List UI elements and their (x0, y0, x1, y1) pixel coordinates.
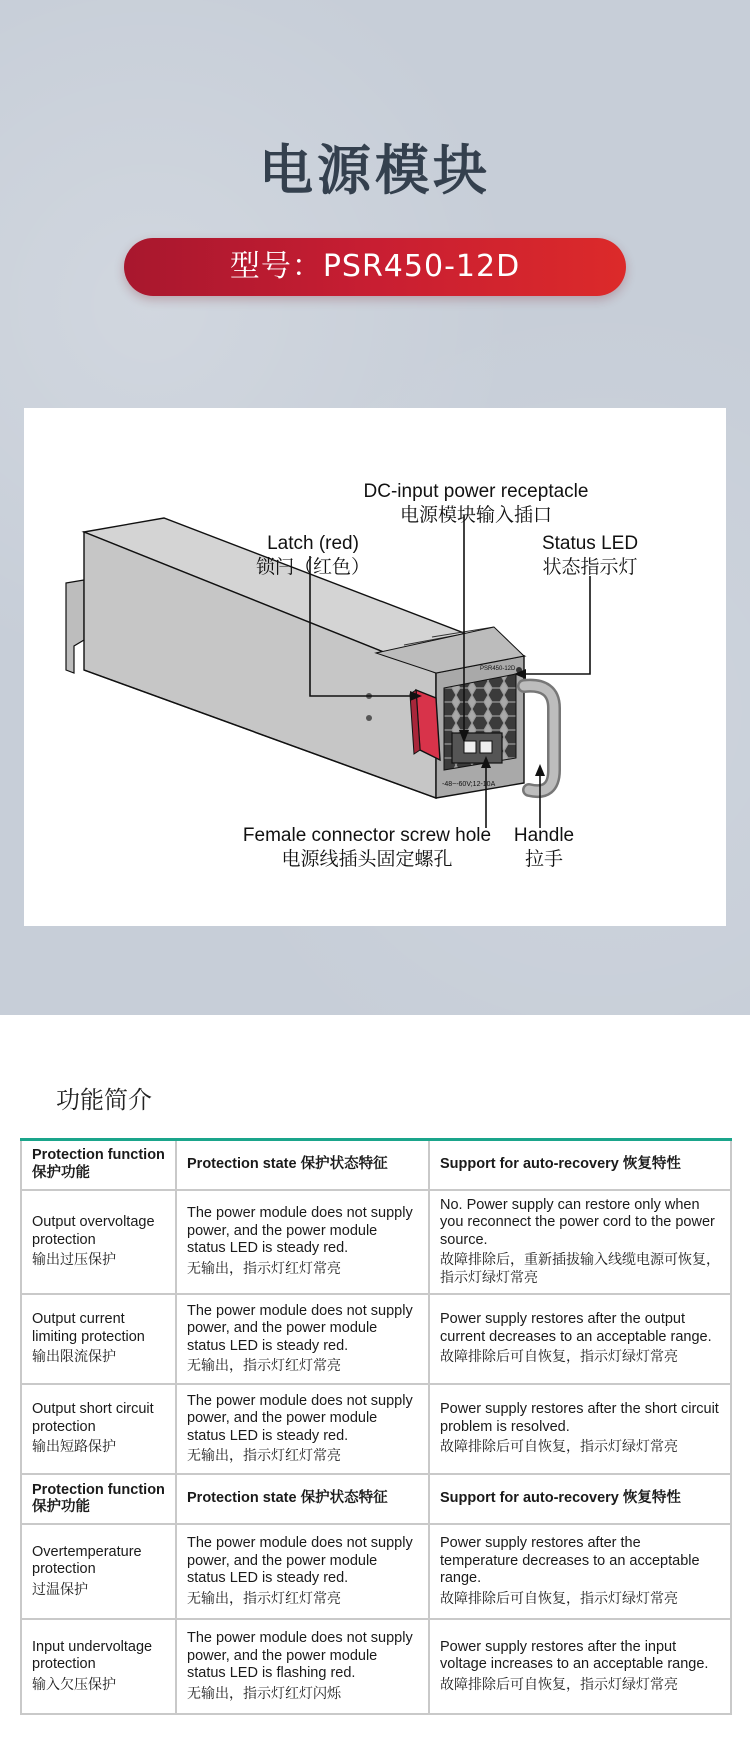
callout-latch-en: Latch (red) (267, 533, 359, 554)
recovery-en: Power supply restores after the temperature decreases to an acceptable range. (440, 1535, 700, 1586)
recovery-cell (429, 1524, 731, 1619)
callout-handle (502, 824, 586, 872)
state-cn: 无输出，指示灯红灯常亮 (187, 1358, 341, 1374)
state-cell (176, 1294, 429, 1384)
state-en: The power module does not supply power, and the power module status LED is steady red. (187, 1302, 413, 1354)
state-cell (176, 1384, 429, 1474)
header-cell-recovery: Support for auto-recovery 恢复特性 (429, 1474, 731, 1524)
recovery-en: Power supply restores after the input voltage increases to an acceptable range. (440, 1638, 709, 1673)
state-cn: 无输出，指示灯红灯常亮 (187, 1260, 341, 1277)
callout-latch-cn: 锁闩（红色） (255, 557, 370, 578)
table-row (21, 1190, 731, 1295)
model-badge: 型号：PSR450-12D (124, 238, 626, 296)
function-cn: 输出短路保护 (32, 1439, 116, 1456)
recovery-cn: 故障排除后可自恢复，指示灯绿灯常亮 (440, 1439, 678, 1456)
callout-status-led (530, 532, 650, 580)
recovery-en: Power supply restores after the short circuit problem is resolved. (440, 1401, 719, 1435)
function-cn: 输出过压保护 (32, 1252, 116, 1268)
function-cell (21, 1294, 176, 1384)
state-cn: 无输出，指示灯红灯闪烁 (187, 1685, 341, 1702)
function-cell (21, 1524, 176, 1619)
recovery-cn: 故障排除后可自恢复，指示灯绿灯常亮 (440, 1349, 678, 1366)
state-cell (176, 1190, 429, 1295)
state-en: The power module does not supply power, and the power module status LED is flashing red. (187, 1630, 413, 1681)
header-cell-recovery: Support for auto-recovery 恢复特性 (429, 1140, 731, 1190)
device-rating-label: -48~-60V;12-10A (442, 781, 496, 788)
state-en: The power module does not supply power, and the power module status LED is steady red. (187, 1535, 413, 1586)
product-figure (24, 408, 726, 926)
state-cell (176, 1524, 429, 1619)
state-cell (176, 1619, 429, 1714)
function-en: Output current limiting protection (32, 1311, 145, 1345)
function-en: Output short circuit protection (32, 1401, 154, 1435)
callout-screw-hole-cn: 电源线插头固定螺孔 (281, 849, 453, 870)
state-en: The power module does not supply power, and the power module status LED is steady red. (187, 1205, 413, 1257)
header-cell-function: Protection function 保护功能 (21, 1474, 176, 1524)
function-cell (21, 1384, 176, 1474)
function-en: Output overvoltage protection (32, 1214, 155, 1248)
recovery-cn: 故障排除后，重新插拔输入线缆电源可恢复，指示灯绿灯常亮 (440, 1252, 720, 1286)
recovery-cell (429, 1384, 731, 1474)
callout-status-led-cn: 状态指示灯 (542, 557, 638, 578)
function-cn: 过温保护 (32, 1581, 88, 1598)
callout-status-led-en: Status LED (541, 533, 639, 554)
table-row (21, 1619, 731, 1714)
device-model-label: PSR450-12D (480, 666, 516, 672)
function-cn: 输出限流保护 (32, 1349, 116, 1366)
state-cn: 无输出，指示灯红灯常亮 (187, 1448, 341, 1464)
recovery-cell (429, 1619, 731, 1714)
callout-latch (248, 532, 378, 580)
table-header-row (21, 1474, 731, 1524)
table-header-row (21, 1140, 731, 1190)
function-cell (21, 1619, 176, 1714)
table-row (21, 1294, 731, 1384)
function-en: Input undervoltage protection (32, 1638, 153, 1673)
recovery-cn: 故障排除后可自恢复，指示灯绿灯常亮 (440, 1590, 678, 1607)
header-cell-state: Protection state 保护状态特征 (176, 1140, 429, 1190)
callout-handle-cn: 拉手 (524, 849, 563, 870)
recovery-cell (429, 1190, 731, 1295)
header-cell-function: Protection function 保护功能 (21, 1140, 176, 1190)
function-en: Overtemperature protection (32, 1543, 142, 1578)
section-heading: 功能简介 (56, 1086, 152, 1114)
protection-table (20, 1138, 732, 1715)
callout-screw-hole (236, 824, 498, 872)
callout-dc-input-en: DC-input power receptacle (363, 481, 589, 502)
function-cn: 输入欠压保护 (32, 1676, 116, 1693)
state-cn: 无输出，指示灯红灯常亮 (187, 1590, 341, 1607)
table-row (21, 1524, 731, 1619)
recovery-en: Power supply restores after the output current decreases to an acceptable range. (440, 1311, 712, 1345)
page-title: 电源模块 (259, 139, 491, 202)
recovery-cell (429, 1294, 731, 1384)
header-cell-state: Protection state 保护状态特征 (176, 1474, 429, 1524)
function-cell (21, 1190, 176, 1295)
recovery-cn: 故障排除后可自恢复，指示灯绿灯常亮 (440, 1676, 678, 1693)
table-row (21, 1384, 731, 1474)
callout-dc-input (346, 480, 606, 528)
recovery-en: No. Power supply can restore only when you reconnect the power cord to the power source. (440, 1196, 715, 1248)
callout-handle-en: Handle (513, 825, 575, 846)
state-en: The power module does not supply power, and the power module status LED is steady red. (187, 1392, 413, 1444)
callout-screw-hole-en: Female connector screw hole (242, 825, 492, 846)
callout-dc-input-cn: 电源模块输入插口 (399, 505, 552, 526)
